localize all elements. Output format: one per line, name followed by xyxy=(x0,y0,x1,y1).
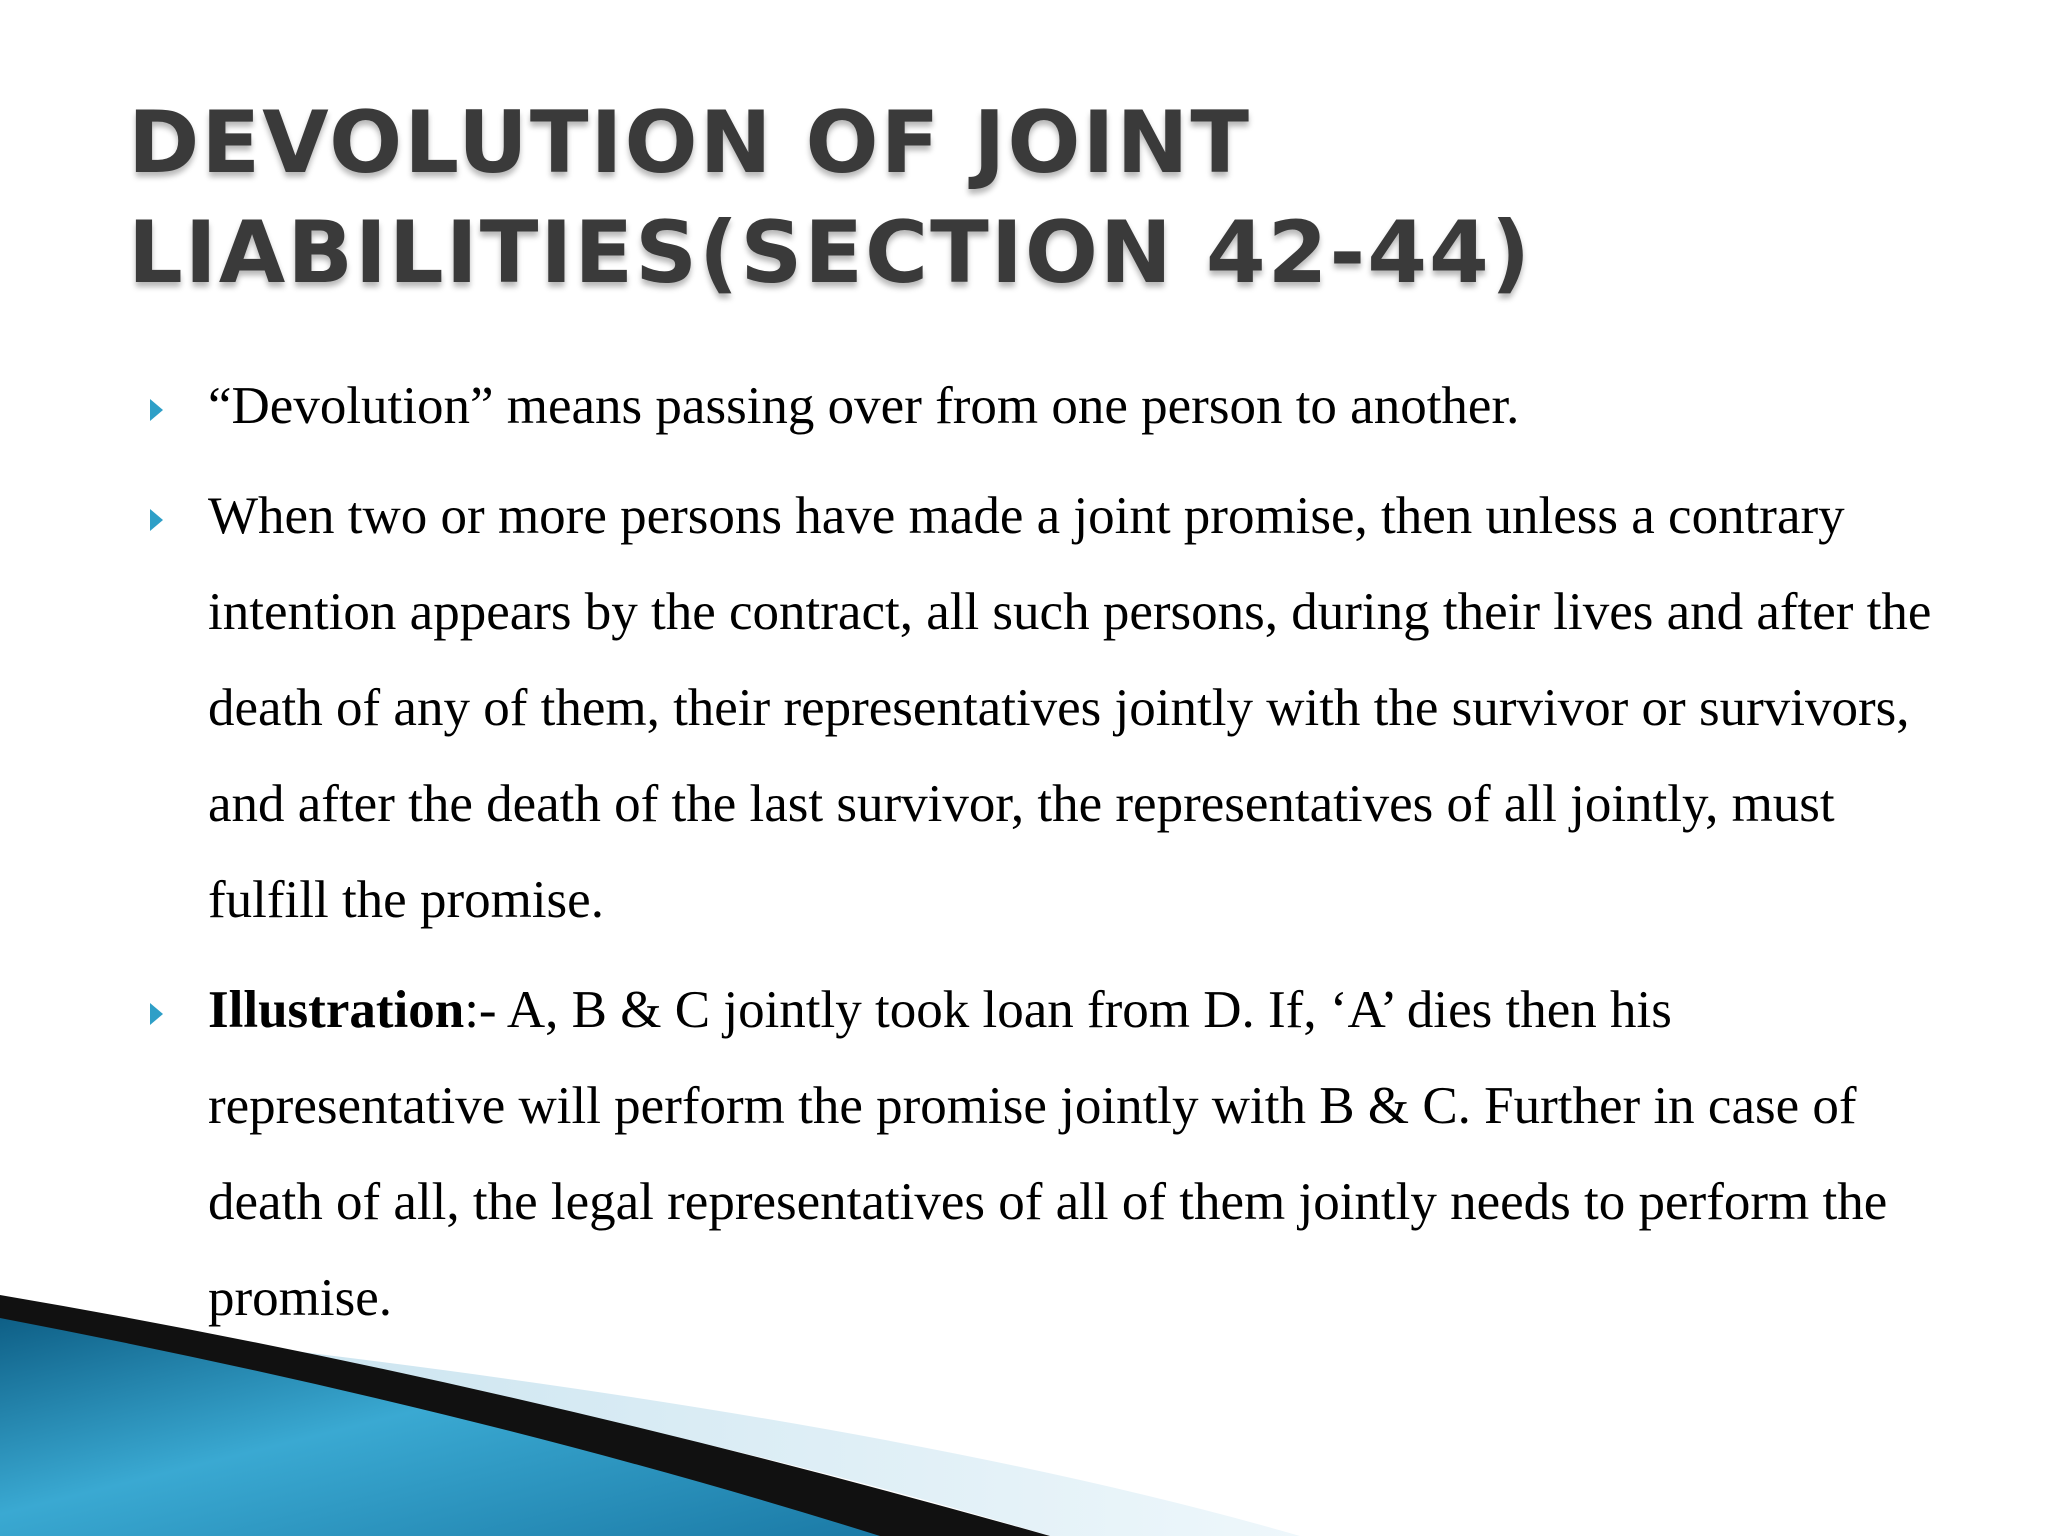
triangle-bullet-icon xyxy=(150,509,163,531)
title-line-1: DEVOLUTION OF JOINT xyxy=(128,93,1252,193)
bullet-text: :- A, B & C jointly took loan from D. If, ‘A’ dies then his representative will perform the promise jointly with B & C. Further in case of death of all, the legal representatives of all of them jointly needs to perform the promise. xyxy=(208,981,1888,1327)
triangle-bullet-icon xyxy=(150,399,163,421)
bullet-item-illustration xyxy=(150,962,1950,1346)
bullet-text: “Devolution” means passing over from one person to another. xyxy=(208,377,1520,435)
bullet-text: When two or more persons have made a joint promise, then unless a contrary intention appears by the contract, all such persons, during their lives and after the death of any of them, their representatives jointly with the survivor or survivors, and after the death of the last survivor, the representatives of all jointly, must fulfill the promise. xyxy=(208,487,1932,929)
bullet-list xyxy=(150,358,1950,1360)
title-line-2: LIABILITIES(SECTION 42-44) xyxy=(128,203,1533,303)
triangle-bullet-icon xyxy=(150,1003,163,1025)
slide-title xyxy=(128,88,1848,308)
bullet-item-joint-promise xyxy=(150,468,1950,948)
bullet-bold-label: Illustration xyxy=(208,981,465,1039)
bullet-item-definition xyxy=(150,358,1950,454)
